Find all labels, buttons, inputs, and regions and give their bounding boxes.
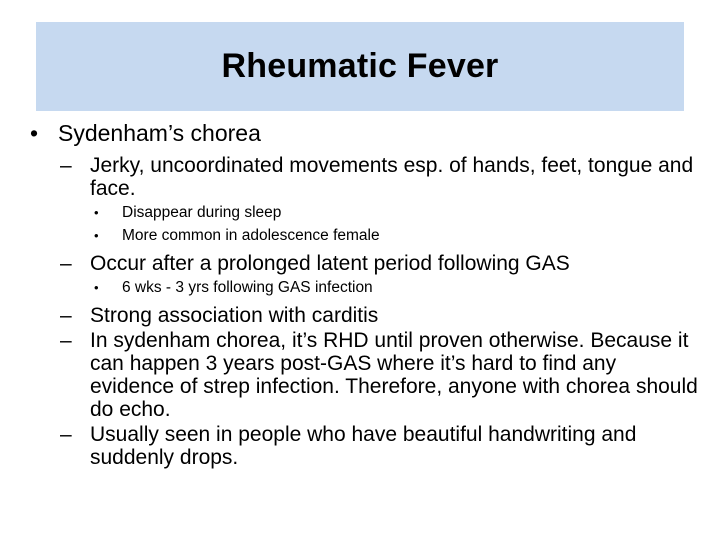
- sub-sub-bullet-item: [90, 278, 700, 298]
- sub-bullet-item: [60, 154, 700, 200]
- dash-marker: –: [60, 154, 72, 177]
- bullet-item: [30, 118, 700, 148]
- bullet-marker: •: [94, 280, 99, 295]
- bullet-text: Sydenham’s chorea: [58, 120, 261, 146]
- bullet-marker: •: [94, 205, 99, 220]
- sub-bullet-item: [60, 423, 700, 469]
- sub-sub-bullet-text: Disappear during sleep: [122, 204, 282, 221]
- sub-bullet-text: Occur after a prolonged latent period following GAS: [90, 252, 570, 275]
- sub-bullet-text: Jerky, uncoordinated movements esp. of hands, feet, tongue and face.: [90, 154, 694, 200]
- sub-bullet-item: [60, 252, 700, 275]
- title-banner: [36, 22, 684, 111]
- dash-marker: –: [60, 252, 72, 275]
- sub-bullet-item: [60, 329, 700, 421]
- bullet-marker: •: [30, 120, 39, 146]
- sub-bullet-text: Strong association with carditis: [90, 304, 379, 327]
- sub-sub-bullet-item: [90, 226, 700, 246]
- sub-sub-bullet-item: [90, 203, 700, 223]
- dash-marker: –: [60, 329, 72, 352]
- sub-bullet-text: Usually seen in people who have beautiful handwriting and suddenly drops.: [90, 423, 637, 469]
- sub-sub-bullet-text: More common in adolescence female: [122, 227, 380, 244]
- slide-content: [30, 118, 700, 469]
- dash-marker: –: [60, 423, 72, 446]
- slide-title: Rheumatic Fever: [221, 47, 499, 85]
- sub-sub-bullet-text: 6 wks - 3 yrs following GAS infection: [122, 279, 373, 296]
- sub-bullet-text: In sydenham chorea, it’s RHD until proven otherwise. Because it can happen 3 years post-GAS where it’s hard to find any evidence of strep infection. Therefore, anyone with chorea should do echo.: [90, 329, 698, 421]
- dash-marker: –: [60, 304, 72, 327]
- sub-bullet-item: [60, 304, 700, 327]
- bullet-marker: •: [94, 228, 99, 243]
